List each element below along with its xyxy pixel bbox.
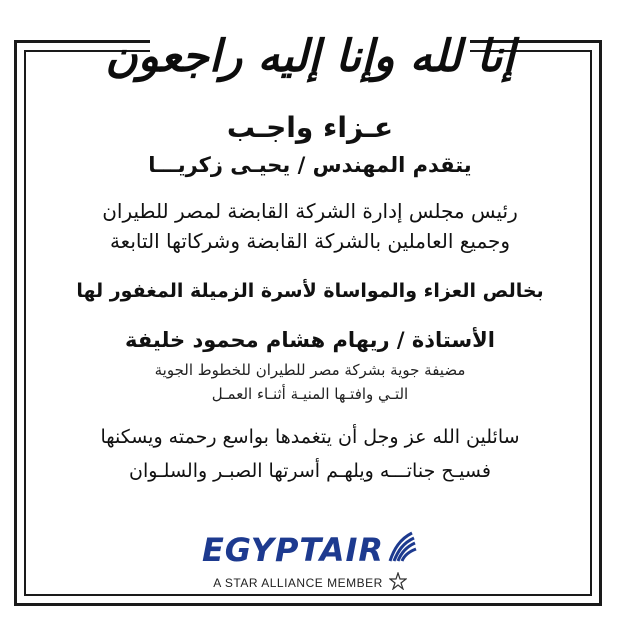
role-line-1: مضيفة جوية بشركة مصر للطيران للخطوط الجوية bbox=[154, 361, 466, 379]
prayer-line-2: فسيـح جناتـــه ويلهـم أسرتها الصبـر والسلـوان bbox=[129, 460, 491, 482]
notice-title: عـزاء واجـب bbox=[226, 111, 394, 144]
egyptair-logo bbox=[180, 528, 440, 598]
deceased-name: الأستاذة / ريهام هشام محمود خليفة bbox=[125, 328, 495, 352]
horus-icon bbox=[388, 531, 418, 569]
alliance-tagline: A STAR ALLIANCE MEMBER bbox=[213, 575, 383, 590]
condolence-line: بخالص العزاء والمواساة لأسرة الزميلة المغفور لها bbox=[76, 280, 544, 302]
notice-body bbox=[40, 108, 580, 488]
position-line-2: وجميع العاملين بالشركة القابضة وشركاتها التابعة bbox=[109, 229, 511, 253]
calligraphy-header: إنا لله وإنا إليه راجعون bbox=[105, 30, 515, 82]
logo-wordmark: EGYPTAIR bbox=[201, 531, 385, 569]
position-line-1: رئيس مجلس إدارة الشركة القابضة لمصر للطيران bbox=[102, 199, 518, 223]
role-line-2: التـي وافتـها المنيـة أثنـاء العمـل bbox=[211, 385, 409, 403]
star-alliance-icon bbox=[389, 572, 407, 593]
presenter-line: يتقدم المهندس / يحيـى زكريـــا bbox=[148, 153, 472, 177]
prayer-line-1: سائلين الله عز وجل أن يتغمدها بواسع رحمته ويسكنها bbox=[100, 426, 520, 448]
